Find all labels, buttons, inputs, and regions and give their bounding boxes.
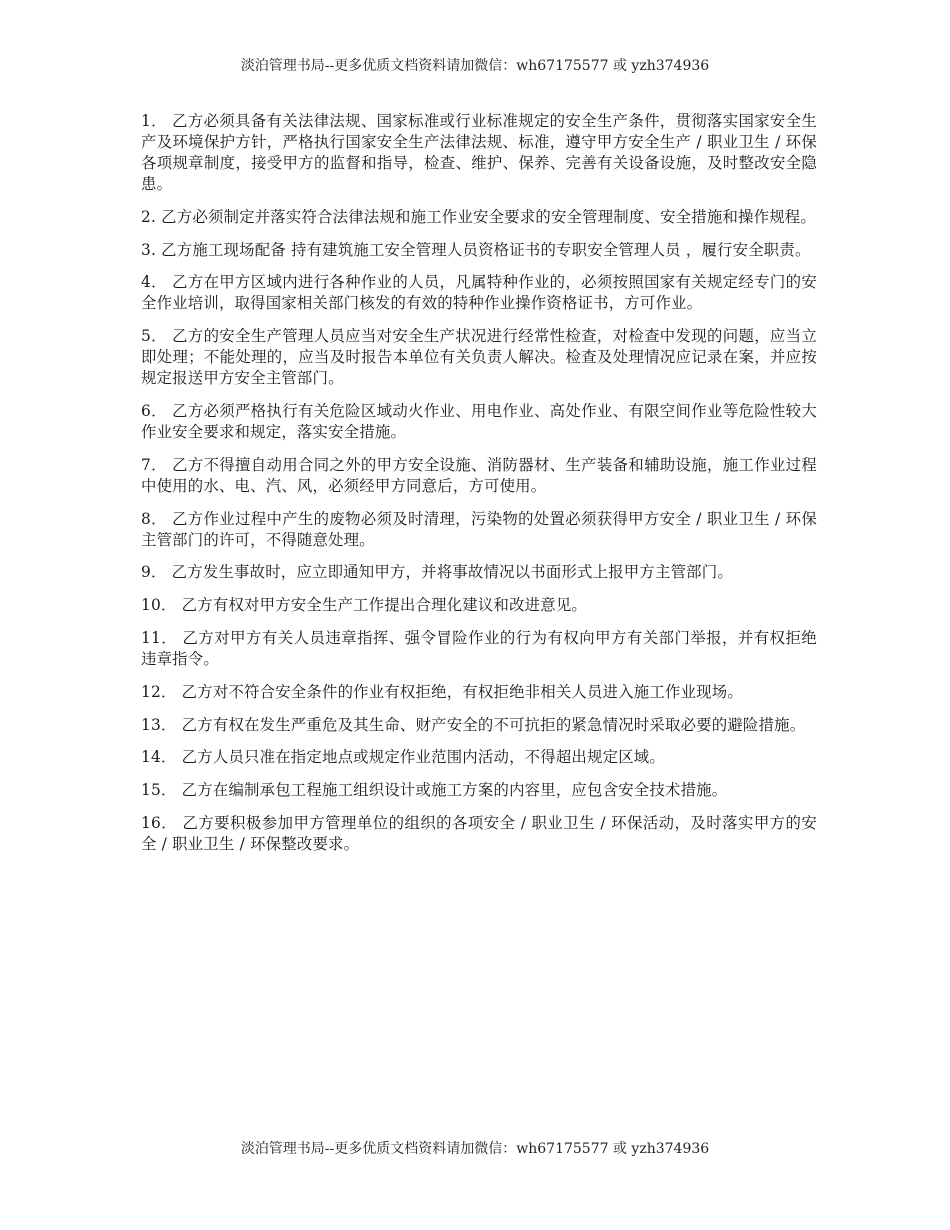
clause-4: 4． 乙方在甲方区域内进行各种作业的人员，凡属特种作业的，必须按照国家有关规定经专门的安全作业培训，取得国家相关部门核发的有效的特种作业操作资格证书，方可作业。: [141, 273, 817, 313]
clause-10: 10． 乙方有权对甲方安全生产工作提出合理化建议和改进意见。: [141, 596, 588, 615]
clause-14: 14． 乙方人员只准在指定地点或规定作业范围内活动，不得超出规定区域。: [141, 748, 665, 767]
clause-9: 9． 乙方发生事故时，应立即通知甲方，并将事故情况以书面形式上报甲方主管部门。: [141, 563, 733, 582]
page-footer: 淡泊管理书局--更多优质文档资料请加微信：wh67175577 或 yzh374936: [240, 1141, 710, 1157]
clause-16: 16． 乙方要积极参加甲方管理单位的组织的各项安全 / 职业卫生 / 环保活动，及时落实甲方的安全 / 职业卫生 / 环保整改要求。: [141, 813, 817, 853]
document-body: [141, 111, 817, 867]
clause-8: 8． 乙方作业过程中产生的废物必须及时清理，污染物的处置必须获得甲方安全 / 职业卫生 / 环保主管部门的许可，不得随意处理。: [141, 509, 817, 549]
clause-6: 6． 乙方必须严格执行有关危险区域动火作业、用电作业、高处作业、有限空间作业等危险性较大作业安全要求和规定，落实安全措施。: [141, 401, 817, 441]
page-header: 淡泊管理书局--更多优质文档资料请加微信：wh67175577 或 yzh374936: [240, 58, 710, 74]
clause-5: 5． 乙方的安全生产管理人员应当对安全生产状况进行经常性检查，对检查中发现的问题，应当立即处理；不能处理的，应当及时报告本单位有关负责人解决。检查及处理情况应记录在案，并应按规定报送甲方安全主管部门。: [141, 327, 817, 388]
clause-12: 12． 乙方对不符合安全条件的作业有权拒绝，有权拒绝非相关人员进入施工作业现场。: [141, 682, 743, 701]
clause-13: 13． 乙方有权在发生严重危及其生命、财产安全的不可抗拒的紧急情况时采取必要的避险措施。: [141, 715, 806, 734]
clause-1: 1． 乙方必须具备有关法律法规、国家标准或行业标准规定的安全生产条件，贯彻落实国家安全生产及环境保护方针，严格执行国家安全生产法律法规、标准，遵守甲方安全生产 / 职业卫生 / 环保各项规章制度，接受甲方的监督和指导，检查、维护、保养、完善有关设备设施，及时整改安全隐患。: [141, 112, 817, 193]
clause-7: 7． 乙方不得擅自动用合同之外的甲方安全设施、消防器材、生产装备和辅助设施，施工作业过程中使用的水、电、汽、风，必须经甲方同意后，方可使用。: [141, 455, 817, 495]
clause-2: 2. 乙方必须制定并落实符合法律法规和施工作业安全要求的安全管理制度、安全措施和操作规程。: [141, 207, 816, 226]
clause-11: 11． 乙方对甲方有关人员违章指挥、强令冒险作业的行为有权向甲方有关部门举报，并有权拒绝违章指令。: [141, 628, 817, 668]
clause-3: 3. 乙方施工现场配备 持有建筑施工安全管理人员资格证书的专职安全管理人员 ，履行安全职责。: [141, 240, 811, 259]
clause-15: 15． 乙方在编制承包工程施工组织设计或施工方案的内容里，应包含安全技术措施。: [141, 781, 728, 800]
